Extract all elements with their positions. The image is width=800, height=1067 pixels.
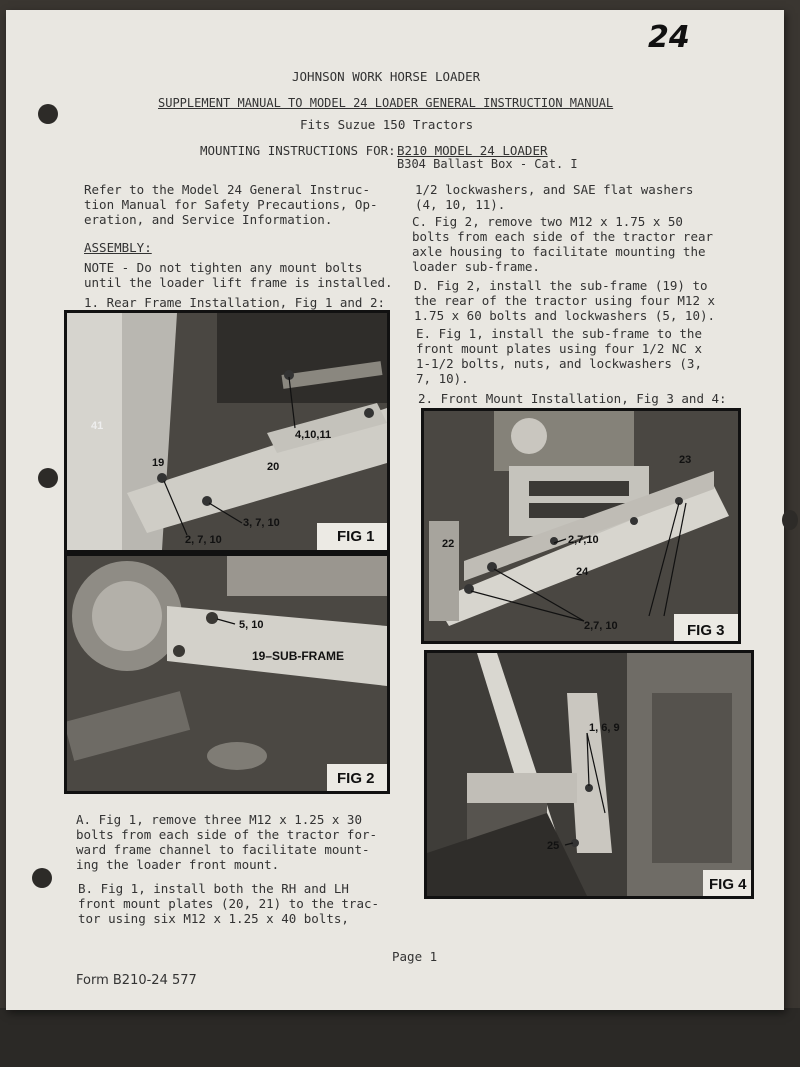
intro-line: tion Manual for Safety Precautions, Op- <box>84 197 378 212</box>
step-c-line: bolts from each side of the tractor rear <box>412 229 714 244</box>
note-line: until the loader lift frame is installed. <box>84 275 393 290</box>
washers-line: 1/2 lockwashers, and SAE flat washers <box>415 182 694 197</box>
manual-title: JOHNSON WORK HORSE LOADER <box>292 69 481 84</box>
page-label: Page 1 <box>392 949 438 964</box>
form-number: Form B210-24 577 <box>76 973 197 988</box>
step-a-line: ing the loader front mount. <box>76 857 280 872</box>
punch-hole-middle <box>38 468 58 488</box>
callout-2-7-10-upper: 2,7,10 <box>568 534 599 546</box>
step-a-line: ward frame channel to facilitate mount- <box>76 842 370 857</box>
punch-hole-right <box>782 510 798 530</box>
step-d-line: D. Fig 2, install the sub-frame (19) to <box>414 278 708 293</box>
punch-hole-bottom <box>32 868 52 888</box>
note-paragraph <box>84 260 393 290</box>
callout-25: 25 <box>547 840 560 852</box>
figure-4-drawing <box>427 653 751 896</box>
intro-paragraph <box>84 182 378 227</box>
step-e-line: front mount plates using four 1/2 NC x <box>416 341 702 356</box>
punch-hole-top <box>38 104 58 124</box>
figure-3-drawing <box>424 411 738 641</box>
mounting-model: B210 MODEL 24 LOADER <box>397 143 548 158</box>
step-a-line: bolts from each side of the tractor for- <box>76 827 378 842</box>
callout-3-7-10: 3, 7, 10 <box>243 517 280 529</box>
step-b-line: front mount plates (20, 21) to the trac- <box>78 896 380 911</box>
step-b-paragraph <box>78 881 379 926</box>
step-d-line: the rear of the tractor using four M12 x <box>414 293 716 308</box>
washers-line: (4, 10, 11). <box>415 197 506 212</box>
mounting-prefix: MOUNTING INSTRUCTIONS FOR: <box>200 143 396 158</box>
step-e-line: 7, 10). <box>416 371 469 386</box>
fits-line: Fits Suzue 150 Tractors <box>300 117 474 132</box>
callout-2-7-10-lower: 2,7, 10 <box>584 620 618 632</box>
step-e-line: E. Fig 1, install the sub-frame to the <box>416 326 702 341</box>
step-e-paragraph <box>416 326 702 386</box>
callout-5-10: 5, 10 <box>239 619 264 631</box>
callout-19-sub-frame: 19–SUB-FRAME <box>252 649 345 663</box>
callout-2-7-10: 2, 7, 10 <box>185 534 222 546</box>
intro-line: Refer to the Model 24 General Instruc- <box>84 182 370 197</box>
callout-22: 22 <box>442 538 455 550</box>
step-b-line: B. Fig 1, install both the RH and LH <box>78 881 349 896</box>
callout-20: 20 <box>267 461 280 473</box>
step-a-line: A. Fig 1, remove three M12 x 1.25 x 30 <box>76 812 362 827</box>
step-d-line: 1.75 x 60 bolts and lockwashers (5, 10). <box>414 308 716 323</box>
callout-24: 24 <box>576 566 589 578</box>
ballast-line: B304 Ballast Box - Cat. I <box>397 157 578 171</box>
callout-41: 41 <box>91 420 104 432</box>
note-line: NOTE - Do not tighten any mount bolts <box>84 260 363 275</box>
washers-paragraph <box>415 182 693 212</box>
step-c-line: C. Fig 2, remove two M12 x 1.75 x 50 <box>412 214 683 229</box>
step-c-line: axle housing to facilitate mounting the <box>412 244 706 259</box>
intro-line: eration, and Service Information. <box>84 212 333 227</box>
table-surface <box>0 1008 800 1067</box>
figure-2-photo <box>64 553 390 794</box>
figure-2-drawing <box>67 556 387 791</box>
step-1-heading: 1. Rear Frame Installation, Fig 1 and 2: <box>84 295 386 310</box>
step-e-line: 1-1/2 bolts, nuts, and lockwashers (3, <box>416 356 702 371</box>
callout-1-6-9: 1, 6, 9 <box>589 722 620 734</box>
manual-subtitle: SUPPLEMENT MANUAL TO MODEL 24 LOADER GENERAL INSTRUCTION MANUAL <box>158 96 614 110</box>
figure-3-photo <box>421 408 741 644</box>
step-d-paragraph <box>414 278 715 323</box>
figure-4-photo <box>424 650 754 899</box>
figure-2-caption: FIG 2 <box>337 770 375 787</box>
callout-23: 23 <box>679 454 692 466</box>
callout-19: 19 <box>152 457 165 469</box>
callout-4-10-11: 4,10,11 <box>295 429 332 441</box>
step-b-line: tor using six M12 x 1.25 x 40 bolts, <box>78 911 349 926</box>
figure-1-drawing <box>67 313 387 550</box>
step-c-line: loader sub-frame. <box>412 259 540 274</box>
figure-3-caption: FIG 3 <box>687 622 725 639</box>
step-c-paragraph <box>412 214 713 274</box>
step-2-heading: 2. Front Mount Installation, Fig 3 and 4: <box>418 391 727 406</box>
figure-1-photo <box>64 310 390 553</box>
figure-4-caption: FIG 4 <box>709 876 747 893</box>
handwritten-page-number: 24 <box>648 20 690 55</box>
figure-1-caption: FIG 1 <box>337 528 375 545</box>
assembly-heading: ASSEMBLY: <box>84 240 152 255</box>
step-a-paragraph <box>76 812 377 872</box>
